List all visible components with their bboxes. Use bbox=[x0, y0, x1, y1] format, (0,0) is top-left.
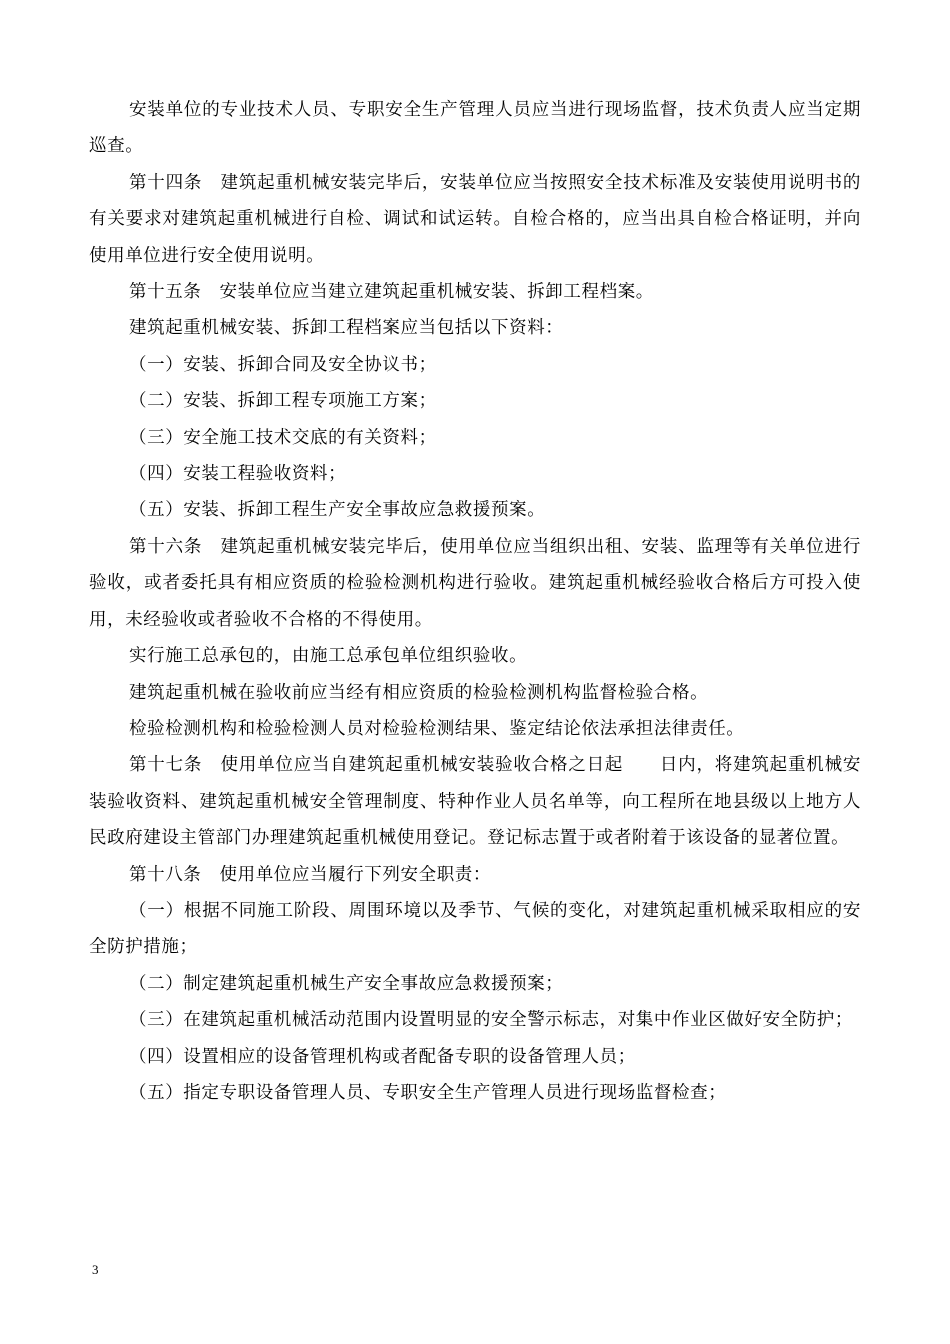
list-item-archive-3: （三）安全施工技术交底的有关资料； bbox=[129, 427, 437, 448]
list-item-archive-5: （五）安装、拆卸工程生产安全事故应急救援预案。 bbox=[129, 500, 546, 521]
document-body bbox=[89, 92, 861, 1111]
paragraph-archive-contents: 建筑起重机械安装、拆卸工程档案应当包括以下资料： bbox=[129, 318, 564, 339]
list-item-archive-2: （二）安装、拆卸工程专项施工方案； bbox=[129, 391, 437, 412]
list-item-duty-4: （四）设置相应的设备管理机构或者配备专职的设备管理人员； bbox=[129, 1046, 636, 1067]
list-item-archive-4: （四）安装工程验收资料； bbox=[129, 464, 347, 485]
list-item-duty-3: （三）在建筑起重机械活动范围内设置明显的安全警示标志，对集中作业区做好安全防护； bbox=[129, 1010, 853, 1031]
paragraph-inspection-before-acceptance: 建筑起重机械在验收前应当经有相应资质的检验检测机构监督检验合格。 bbox=[129, 682, 709, 703]
paragraph-article-18: 第十八条 使用单位应当履行下列安全职责： bbox=[129, 864, 491, 885]
paragraph-general-contracting: 实行施工总承包的，由施工总承包单位组织验收。 bbox=[129, 646, 528, 667]
list-item-archive-1: （一）安装、拆卸合同及安全协议书； bbox=[129, 354, 437, 375]
list-item-duty-2: （二）制定建筑起重机械生产安全事故应急救援预案； bbox=[129, 973, 564, 994]
paragraph-article-16: 第十六条 建筑起重机械安装完毕后，使用单位应当组织出租、安装、监理等有关单位进行验收，或者委托具有相应资质的检验检测机构进行验收。建筑起重机械经验收合格后方可投入使用，未经验收或者验收不合格的不得使用。 bbox=[89, 536, 861, 630]
paragraph-article-15: 第十五条 安装单位应当建立建筑起重机械安装、拆卸工程档案。 bbox=[129, 282, 654, 303]
paragraph-article-17: 第十七条 使用单位应当自建筑起重机械安装验收合格之日起 日内，将建筑起重机械安装验收资料、建筑起重机械安全管理制度、特种作业人员名单等，向工程所在地县级以上地方人民政府建设主管部门办理建筑起重机械使用登记。登记标志置于或者附着于该设备的显著位置。 bbox=[89, 755, 861, 849]
list-item-duty-5: （五）指定专职设备管理人员、专职安全生产管理人员进行现场监督检查； bbox=[129, 1082, 727, 1103]
paragraph-article-14: 第十四条 建筑起重机械安装完毕后，安装单位应当按照安全技术标准及安装使用说明书的有关要求对建筑起重机械进行自检、调试和试运转。自检合格的，应当出具自检合格证明，并向使用单位进行安全使用说明。 bbox=[89, 172, 861, 266]
paragraph-supervision: 安装单位的专业技术人员、专职安全生产管理人员应当进行现场监督，技术负责人应当定期巡查。 bbox=[89, 100, 861, 157]
list-item-duty-1: （一）根据不同施工阶段、周围环境以及季节、气候的变化，对建筑起重机械采取相应的安全防护措施； bbox=[89, 900, 861, 958]
paragraph-inspection-liability: 检验检测机构和检验检测人员对检验检测结果、鉴定结论依法承担法律责任。 bbox=[129, 718, 745, 739]
page-number: 3 bbox=[92, 1262, 99, 1277]
